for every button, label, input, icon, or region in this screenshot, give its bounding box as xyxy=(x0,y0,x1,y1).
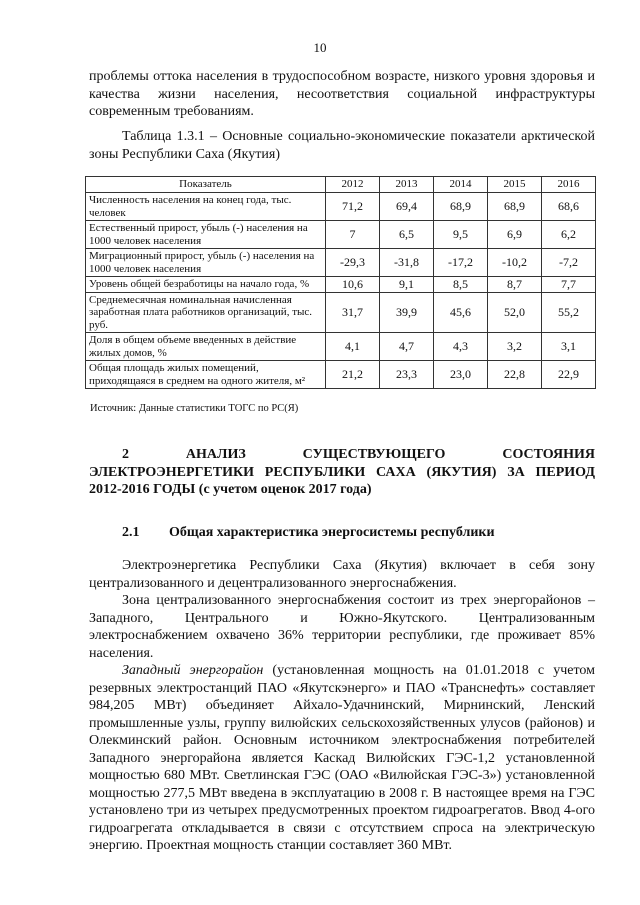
row-value: 4,7 xyxy=(380,333,434,361)
row-value: -7,2 xyxy=(542,249,596,277)
row-value: 68,9 xyxy=(488,193,542,221)
intro-paragraph xyxy=(89,68,595,121)
row-label: Доля в общем объеме введенных в действие жилых домов, % xyxy=(86,333,326,361)
header-year-2016: 2016 xyxy=(542,177,596,193)
header-indicator: Показатель xyxy=(86,177,326,193)
subsection-title: Общая характеристика энергосистемы республики xyxy=(169,525,495,540)
page-number: 10 xyxy=(313,40,327,55)
table-header-row xyxy=(86,177,596,193)
row-value: -29,3 xyxy=(326,249,380,277)
header-year-2015: 2015 xyxy=(488,177,542,193)
row-value: 6,9 xyxy=(488,221,542,249)
section-heading-line-3: 2012-2016 ГОДЫ (с учетом оценок 2017 года) xyxy=(89,482,372,497)
intro-line-2: качества жизни населения, несоответствия социальной инфраструктуры xyxy=(89,86,595,102)
row-value: 7 xyxy=(326,221,380,249)
paragraph-3-emphasis: Западный энергорайон xyxy=(122,663,264,678)
row-value: -17,2 xyxy=(434,249,488,277)
section-heading-line-2: ЭЛЕКТРОЭНЕРГЕТИКИ РЕСПУБЛИКИ САХА (ЯКУТИЯ) ЗА ПЕРИОД xyxy=(89,464,595,480)
table-caption-line-1: Таблица 1.3.1 – Основные социально-экономические показатели арктической xyxy=(122,129,595,144)
row-value: 52,0 xyxy=(488,292,542,333)
table-source-note: Источник: Данные статистики ТОГС по РС(Я) xyxy=(90,403,299,414)
row-label: Естественный прирост, убыль (-) населения на 1000 человек населения xyxy=(86,221,326,249)
row-label: Численность населения на конец года, тыс. человек xyxy=(86,193,326,221)
paragraph-2: Зона централизованного энергоснабжения состоит из трех энергорайонов – Западного, Центрального и Южно-Якутского. Централизованным электроснабжением охвачено 36% территории республики, где проживает 85% населения. xyxy=(89,593,595,661)
row-label: Среднемесячная номинальная начисленная заработная плата работников организаций, тыс. руб. xyxy=(86,292,326,333)
row-value: 9,1 xyxy=(380,277,434,293)
row-value: 8,5 xyxy=(434,277,488,293)
row-value: 4,3 xyxy=(434,333,488,361)
row-value: -10,2 xyxy=(488,249,542,277)
row-value: 69,4 xyxy=(380,193,434,221)
table-row xyxy=(86,361,596,389)
header-year-2013: 2013 xyxy=(380,177,434,193)
row-value: 22,8 xyxy=(488,361,542,389)
row-value: 45,6 xyxy=(434,292,488,333)
table-row xyxy=(86,277,596,293)
indicators-table xyxy=(85,176,596,389)
row-value: 9,5 xyxy=(434,221,488,249)
row-value: 22,9 xyxy=(542,361,596,389)
row-value: 55,2 xyxy=(542,292,596,333)
row-value: 8,7 xyxy=(488,277,542,293)
subsection-heading xyxy=(122,525,495,541)
header-year-2012: 2012 xyxy=(326,177,380,193)
section-heading-line-1: 2 АНАЛИЗ СУЩЕСТВУЮЩЕГО СОСТОЯНИЯ xyxy=(122,447,595,462)
table-row xyxy=(86,221,596,249)
row-label: Уровень общей безработицы на начало года, % xyxy=(86,277,326,293)
row-label: Миграционный прирост, убыль (-) населения на 1000 человек населения xyxy=(86,249,326,277)
row-value: 10,6 xyxy=(326,277,380,293)
section-heading xyxy=(89,446,595,499)
table-row xyxy=(86,249,596,277)
row-value: 3,2 xyxy=(488,333,542,361)
header-year-2014: 2014 xyxy=(434,177,488,193)
body-text xyxy=(89,557,595,855)
paragraph-3 xyxy=(89,662,595,855)
table-row xyxy=(86,292,596,333)
table-row xyxy=(86,193,596,221)
table-caption-line-2: зоны Республики Саха (Якутия) xyxy=(89,146,280,162)
paragraph-1: Электроэнергетика Республики Саха (Якутия) включает в себя зону централизованного и децентрализованного энергоснабжения. xyxy=(89,558,595,591)
row-value: 21,2 xyxy=(326,361,380,389)
row-value: 31,7 xyxy=(326,292,380,333)
row-label: Общая площадь жилых помещений, приходящаяся в среднем на одного жителя, м² xyxy=(86,361,326,389)
row-value: 4,1 xyxy=(326,333,380,361)
row-value: 39,9 xyxy=(380,292,434,333)
row-value: 7,7 xyxy=(542,277,596,293)
table-row xyxy=(86,333,596,361)
table-caption xyxy=(89,128,595,163)
row-value: 68,9 xyxy=(434,193,488,221)
row-value: 3,1 xyxy=(542,333,596,361)
row-value: 71,2 xyxy=(326,193,380,221)
intro-line-3: современным требованиям. xyxy=(89,104,254,119)
row-value: 6,5 xyxy=(380,221,434,249)
row-value: 68,6 xyxy=(542,193,596,221)
paragraph-3-text: (установленная мощность на 01.01.2018 с учетом резервных электростанций ПАО «Якутскэнерго» и ПАО «Транснефть» составляет 984,205 МВт) объединяет Айхало-Удачнинский, Мирнинский, Ленский промышленные узлы, группу вилюйских сельскохозяйственных улусов (районов) и Олекминский район. Основным источником электроснабжения потребителей Западного энергорайона является Каскад Вилюйских ГЭС-1,2 установленной мощностью 680 МВт. Светлинская ГЭС (ОАО «Вилюйская ГЭС-3») установленной мощностью 277,5 МВт введена в эксплуатацию в 2008 г. В настоящее время на ГЭС установлено три из четырех предусмотренных проектом гидроагрегатов. Ввод 4-ого гидроагрегата откладывается в связи с отсутствием спроса на электрическую энергию. Проектная мощность станции составляет 360 МВт. xyxy=(89,663,595,853)
intro-line-1: проблемы оттока населения в трудоспособном возрасте, низкого уровня здоровья и xyxy=(89,69,595,84)
row-value: -31,8 xyxy=(380,249,434,277)
row-value: 23,3 xyxy=(380,361,434,389)
row-value: 6,2 xyxy=(542,221,596,249)
row-value: 23,0 xyxy=(434,361,488,389)
subsection-number: 2.1 xyxy=(122,525,140,540)
